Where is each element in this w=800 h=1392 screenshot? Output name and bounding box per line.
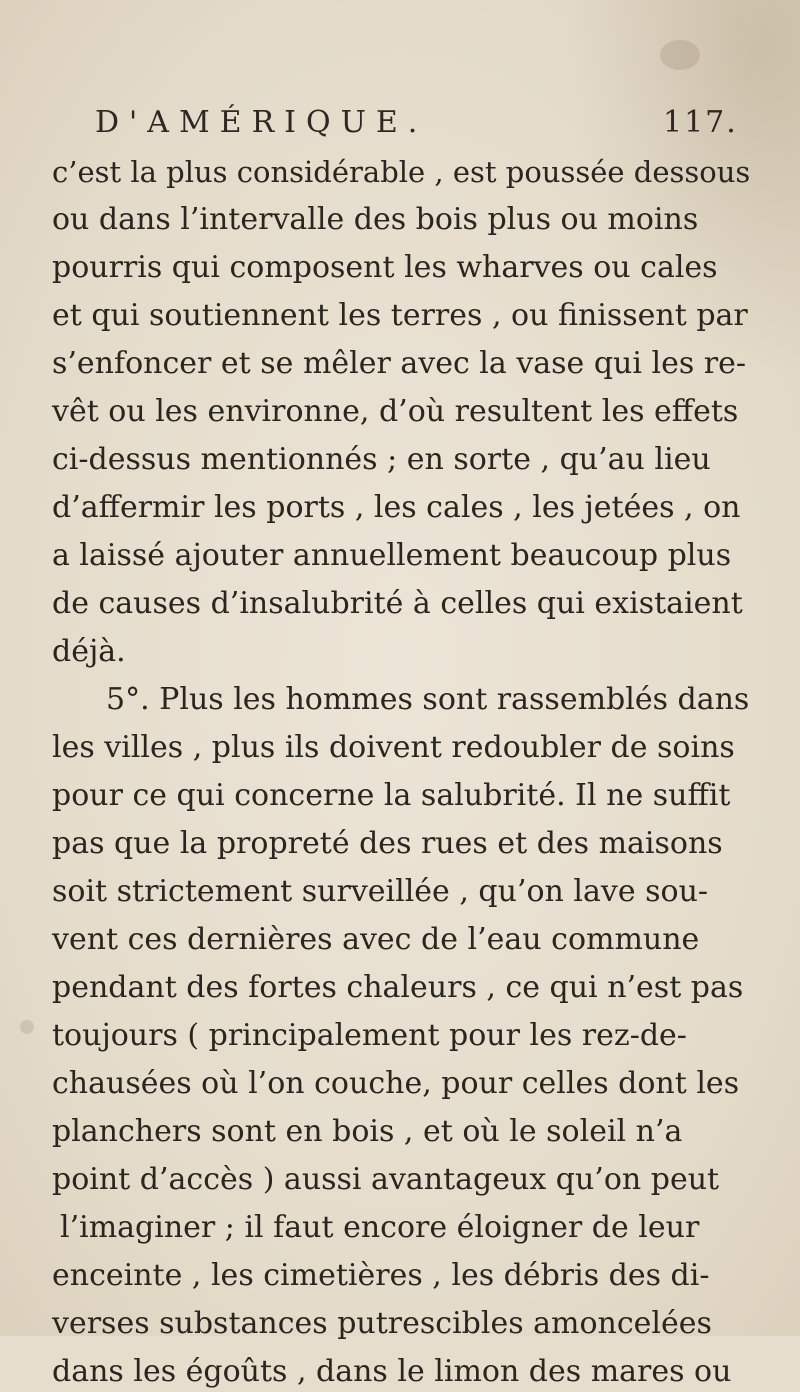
text-line: les villes , plus ils doivent redoubler de soins bbox=[52, 730, 735, 765]
text-line: pour ce qui concerne la salubrité. Il ne suffit bbox=[52, 778, 731, 813]
text-line: de causes d’insalubrité à celles qui existaient bbox=[52, 586, 743, 621]
text-line: soit strictement surveillée , qu’on lave sou- bbox=[52, 874, 709, 909]
text-line: ci-dessus mentionnés ; en sorte , qu’au lieu bbox=[52, 442, 711, 477]
text-line: ou dans l’intervalle des bois plus ou moins bbox=[52, 202, 699, 237]
text-line: toujours ( principalement pour les rez-de- bbox=[52, 1018, 687, 1053]
page-number: 117. bbox=[663, 105, 738, 140]
text-line: pourris qui composent les wharves ou cales bbox=[52, 250, 718, 285]
text-line: chausées où l’on couche, pour celles dont les bbox=[52, 1066, 740, 1101]
text-line: verses substances putrescibles amoncelées bbox=[52, 1306, 712, 1341]
running-head: D'AMÉRIQUE. bbox=[95, 105, 428, 140]
text-line: pendant des fortes chaleurs , ce qui n’est pas bbox=[52, 970, 744, 1005]
text-line: s’enfoncer et se mêler avec la vase qui les re- bbox=[52, 346, 747, 381]
text-line: l’imaginer ; il faut encore éloigner de leur bbox=[60, 1210, 700, 1245]
text-line: dans les égoûts , dans le limon des mares ou bbox=[52, 1354, 732, 1389]
text-line: et qui soutiennent les terres , ou finissent par bbox=[52, 298, 748, 333]
text-line: a laissé ajouter annuellement beaucoup plus bbox=[52, 538, 732, 573]
text-line: déjà. bbox=[52, 634, 126, 669]
text-line: vêt ou les environne, d’où resultent les effets bbox=[52, 394, 739, 429]
text-line: c’est la plus considérable , est poussée dessous bbox=[52, 155, 751, 189]
paper-stain bbox=[660, 40, 700, 70]
text-line: vent ces dernières avec de l’eau commune bbox=[52, 922, 700, 957]
page-header bbox=[0, 105, 800, 155]
text-line: enceinte , les cimetières , les débris des di- bbox=[52, 1258, 710, 1293]
text-line: point d’accès ) aussi avantageux qu’on peut bbox=[52, 1162, 720, 1197]
text-line: 5°. Plus les hommes sont rassemblés dans bbox=[106, 682, 750, 717]
text-line: planchers sont en bois , et où le soleil n’a bbox=[52, 1114, 683, 1149]
text-line: pas que la propreté des rues et des maisons bbox=[52, 826, 723, 861]
text-line: d’affermir les ports , les cales , les jetées , on bbox=[52, 490, 741, 525]
paper-stain bbox=[20, 1020, 34, 1034]
